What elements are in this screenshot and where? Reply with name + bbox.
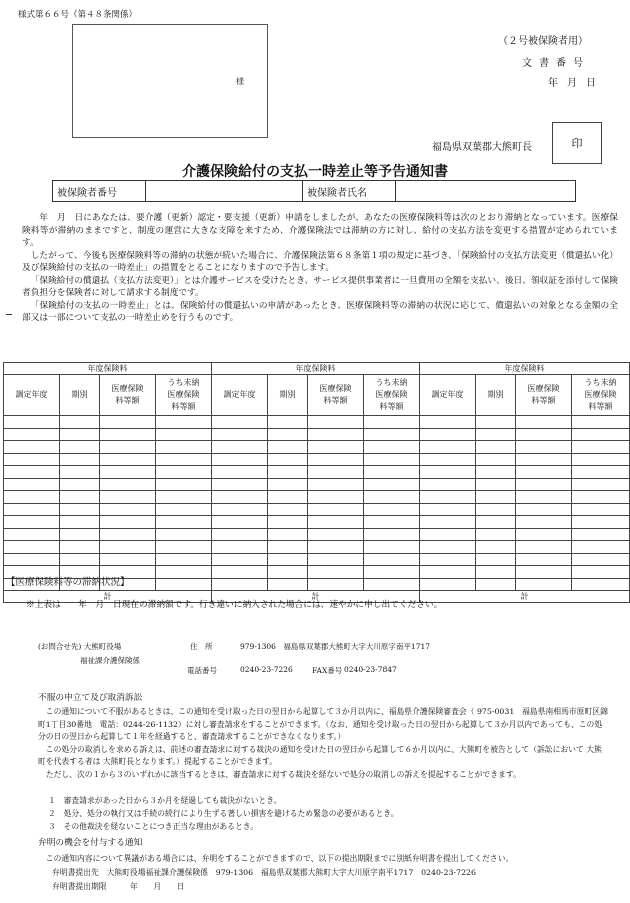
table-cell[interactable]	[4, 541, 60, 554]
table-cell[interactable]	[476, 541, 516, 554]
table-cell[interactable]	[476, 528, 516, 541]
table-row	[4, 553, 630, 566]
table-cell[interactable]	[572, 541, 630, 554]
table-cell[interactable]	[268, 541, 308, 554]
table-cell[interactable]	[4, 491, 60, 504]
table-cell[interactable]	[572, 428, 630, 441]
fax-label: FAX番号	[312, 666, 343, 675]
table-cell[interactable]	[60, 503, 100, 516]
table-cell[interactable]	[268, 528, 308, 541]
table-cell[interactable]	[516, 503, 572, 516]
table-cell[interactable]	[60, 516, 100, 529]
table-cell[interactable]	[60, 441, 100, 454]
table-cell[interactable]	[420, 416, 476, 429]
table-cell[interactable]	[308, 491, 364, 504]
insured-name-label: 被保険者氏名	[303, 181, 396, 202]
explanation-text	[38, 853, 608, 866]
table-cell[interactable]	[476, 553, 516, 566]
table-cell[interactable]	[420, 478, 476, 491]
table-cell[interactable]	[476, 478, 516, 491]
table-cell[interactable]	[420, 503, 476, 516]
table-cell[interactable]	[4, 528, 60, 541]
total-label: 計	[212, 591, 420, 603]
table-cell[interactable]	[4, 516, 60, 529]
arrears-table	[3, 362, 630, 603]
table-cell[interactable]	[268, 441, 308, 454]
table-cell[interactable]	[420, 528, 476, 541]
contact-prefix: (お問合せ先)	[38, 642, 82, 651]
deadline-label: 弁明書提出期限	[52, 882, 107, 891]
table-cell[interactable]	[420, 441, 476, 454]
table-cell[interactable]	[268, 491, 308, 504]
table-cell[interactable]	[100, 528, 156, 541]
table-cell[interactable]	[420, 428, 476, 441]
table-cell[interactable]	[212, 416, 268, 429]
table-cell[interactable]	[60, 528, 100, 541]
form-number: 様式第６６号（第４８条関係）	[18, 10, 138, 20]
table-cell[interactable]	[156, 441, 212, 454]
table-cell[interactable]	[572, 416, 630, 429]
table-cell[interactable]	[212, 541, 268, 554]
table-cell[interactable]	[268, 453, 308, 466]
explanation-heading: 弁明の機会を付与する通知	[38, 838, 143, 848]
column-header: うち未納 医療保険 料等額	[364, 375, 420, 416]
table-cell[interactable]	[516, 428, 572, 441]
table-cell[interactable]	[156, 503, 212, 516]
total-label: 計	[420, 591, 630, 603]
table-cell[interactable]	[60, 478, 100, 491]
seal-box	[552, 122, 602, 164]
table-cell[interactable]	[364, 453, 420, 466]
table-cell[interactable]	[572, 578, 630, 591]
table-cell[interactable]	[420, 453, 476, 466]
insured-name-field[interactable]	[396, 181, 576, 202]
table-cell[interactable]	[516, 416, 572, 429]
column-header: 医療保険 料等額	[308, 375, 364, 416]
table-row	[4, 503, 630, 516]
table-cell[interactable]	[100, 478, 156, 491]
table-cell[interactable]	[516, 566, 572, 579]
table-cell[interactable]	[212, 466, 268, 479]
table-cell[interactable]	[268, 428, 308, 441]
table-cell[interactable]	[60, 416, 100, 429]
table-cell[interactable]	[420, 516, 476, 529]
table-cell[interactable]	[476, 566, 516, 579]
table-cell[interactable]	[268, 466, 308, 479]
document-number: 文書番号	[522, 58, 590, 69]
table-cell[interactable]	[572, 466, 630, 479]
table-row	[4, 453, 630, 466]
insured-number-label: 被保険者番号	[53, 181, 146, 202]
seal-label: 印	[571, 137, 583, 150]
table-cell[interactable]	[212, 453, 268, 466]
column-header: 調定年度	[4, 375, 60, 416]
contact-label	[38, 641, 121, 652]
column-header: 調定年度	[420, 375, 476, 416]
table-cell[interactable]	[268, 478, 308, 491]
table-cell[interactable]	[156, 566, 212, 579]
table-cell[interactable]	[308, 553, 364, 566]
fiscal-year-group-1: 年度保険料	[4, 363, 212, 375]
table-cell[interactable]	[308, 503, 364, 516]
table-row	[4, 478, 630, 491]
insured-number-field[interactable]	[146, 181, 303, 202]
table-cell[interactable]	[4, 466, 60, 479]
table-cell[interactable]	[364, 566, 420, 579]
table-cell[interactable]	[100, 541, 156, 554]
table-cell[interactable]	[420, 541, 476, 554]
table-cell[interactable]	[516, 541, 572, 554]
table-cell[interactable]	[212, 491, 268, 504]
table-cell[interactable]	[4, 453, 60, 466]
deadline-value: 年 月 日	[129, 882, 185, 891]
table-cell[interactable]	[100, 491, 156, 504]
insured-type: （２号被保険者用）	[498, 36, 588, 47]
table-cell[interactable]	[572, 503, 630, 516]
table-cell[interactable]	[364, 441, 420, 454]
table-cell[interactable]	[308, 416, 364, 429]
table-cell[interactable]	[516, 578, 572, 591]
table-cell[interactable]	[100, 416, 156, 429]
table-cell[interactable]	[364, 428, 420, 441]
table-cell[interactable]	[364, 553, 420, 566]
table-cell[interactable]	[156, 466, 212, 479]
table-cell[interactable]	[308, 466, 364, 479]
table-cell[interactable]	[420, 566, 476, 579]
table-cell[interactable]	[212, 503, 268, 516]
table-cell[interactable]	[156, 528, 212, 541]
table-cell[interactable]	[308, 478, 364, 491]
table-row	[4, 416, 630, 429]
table-cell[interactable]	[572, 553, 630, 566]
table-cell[interactable]	[60, 428, 100, 441]
table-cell[interactable]	[364, 528, 420, 541]
table-cell[interactable]	[516, 466, 572, 479]
table-cell[interactable]	[476, 491, 516, 504]
appeal-item-1: １ 審査請求があった日から３か月を経過しても裁決がないとき。	[48, 796, 282, 805]
table-cell[interactable]	[156, 416, 212, 429]
address-label: 住 所	[190, 642, 213, 651]
table-cell[interactable]	[476, 516, 516, 529]
table-row	[4, 541, 630, 554]
appeal-heading: 不服の申立て及び取消訴訟	[38, 693, 143, 703]
issuer: 福島県双葉郡大熊町長	[432, 142, 532, 153]
table-cell[interactable]	[364, 578, 420, 591]
table-row	[4, 516, 630, 529]
body-paragraph-2: したがって、今後も医療保険料等の滞納の状態が続いた場合に、介護保険法第６８条第１項の規定に基づき、「保険給付の支払方法変更（償還払い化）及び保険給付の支払の一時差止」の措置をとることになりますので予告します。	[22, 250, 618, 273]
table-cell[interactable]	[60, 541, 100, 554]
table-cell[interactable]	[60, 466, 100, 479]
appeal-item-3: ３ その他裁決を経ないことにつき正当な理由があるとき。	[48, 822, 259, 831]
table-cell[interactable]	[156, 491, 212, 504]
appeal-item-2: ２ 処分、処分の執行又は手続の続行により生ずる著しい損害を避けるため緊急の必要があるとき。	[48, 809, 399, 818]
table-cell[interactable]	[476, 428, 516, 441]
table-cell[interactable]	[476, 466, 516, 479]
body-paragraph-3: 「保険給付の償還払（支払方法変更）」とは介護サービスを受けたとき、サービス提供事業者に一旦費用の全額を支払い、後日、領収証を添付して保険者負担分を保険者に対して請求する制度です。	[22, 275, 618, 298]
column-header: 調定年度	[212, 375, 268, 416]
table-cell[interactable]	[100, 453, 156, 466]
table-cell[interactable]	[308, 428, 364, 441]
table-cell[interactable]	[572, 441, 630, 454]
table-cell[interactable]	[156, 428, 212, 441]
table-cell[interactable]	[212, 441, 268, 454]
table-row	[4, 441, 630, 454]
table-cell[interactable]	[268, 566, 308, 579]
table-cell[interactable]	[100, 503, 156, 516]
table-cell[interactable]	[308, 528, 364, 541]
column-header: 医療保険 料等額	[100, 375, 156, 416]
body-paragraph-4: 「保険給付の支払の一時差止」とは、保険給付の償還払いの申請があったとき、医療保険料等の滞納の状況に応じて、償還払いの対象となる金額の全部又は一部について支払の一時差止めを行うものです。	[22, 300, 618, 323]
submit-to-value: 大熊町役場福祉課介護保険係 979-1306 福島県双葉郡大熊町大字大川原字南平1717 0240-23-7226	[106, 868, 476, 877]
table-cell[interactable]	[60, 491, 100, 504]
table-cell[interactable]	[364, 541, 420, 554]
table-cell[interactable]	[268, 553, 308, 566]
table-cell[interactable]	[516, 528, 572, 541]
table-cell[interactable]	[212, 428, 268, 441]
table-cell[interactable]	[212, 553, 268, 566]
table-cell[interactable]	[420, 578, 476, 591]
column-header: うち未納 医療保険 料等額	[572, 375, 630, 416]
phone-label: 電話番号	[187, 666, 217, 675]
contact-address: 979-1306 福島県双葉郡大熊町大字大川原字南平1717	[240, 642, 431, 651]
table-cell[interactable]	[572, 491, 630, 504]
table-cell[interactable]	[516, 453, 572, 466]
table-cell[interactable]	[4, 553, 60, 566]
table-cell[interactable]	[156, 578, 212, 591]
address-suffix: 様	[236, 77, 244, 86]
table-cell[interactable]	[308, 578, 364, 591]
table-cell[interactable]	[572, 453, 630, 466]
page-title: 介護保険給付の支払一時差止等予告通知書	[182, 164, 448, 180]
table-cell[interactable]	[308, 566, 364, 579]
table-cell[interactable]	[100, 428, 156, 441]
table-cell[interactable]	[364, 516, 420, 529]
submit-to-label: 弁明書提出先	[52, 868, 99, 877]
arrears-status-note: ※上表は 年 月 日現在の滞納額です。行き違いに納入された場合には、速やかに申し出てください。	[26, 600, 443, 610]
insured-id-table	[52, 180, 576, 202]
column-header: うち未納 医療保険 料等額	[156, 375, 212, 416]
table-cell[interactable]	[364, 491, 420, 504]
table-cell[interactable]	[156, 453, 212, 466]
table-cell[interactable]	[516, 478, 572, 491]
table-row	[4, 528, 630, 541]
fiscal-year-group-2: 年度保険料	[212, 363, 420, 375]
table-cell[interactable]	[212, 578, 268, 591]
table-cell[interactable]	[308, 541, 364, 554]
deadline-line	[52, 881, 185, 892]
table-cell[interactable]	[572, 528, 630, 541]
table-cell[interactable]	[212, 566, 268, 579]
contact-fax: 0240-23-7847	[344, 665, 397, 674]
table-cell[interactable]	[516, 553, 572, 566]
table-cell[interactable]	[268, 416, 308, 429]
table-cell[interactable]	[572, 566, 630, 579]
table-cell[interactable]	[100, 516, 156, 529]
table-cell[interactable]	[100, 441, 156, 454]
table-cell[interactable]	[268, 578, 308, 591]
table-row	[4, 466, 630, 479]
appeal-paragraph-3: ただし、次の１から３のいずれかに該当するときは、審査請求に対する裁決を経ないで処分の取消しの訴えを提起することができます。	[45, 769, 521, 779]
body-text	[22, 212, 618, 325]
table-cell[interactable]	[156, 541, 212, 554]
submit-to-line	[52, 867, 476, 878]
contact-phone: 0240-23-7226	[240, 665, 293, 674]
body-paragraph-1: 年 月 日にあなたは、要介護（更新）認定・要支援（更新）申請をしましたが、あなたの医療保険料等は次のとおり滞納となっています。医療保険料等が滞納のままですと、制度の運営に大きな支障を来すため、介護保険法では滞納の方に対し、給付の支払方法を変更する措置が定められています。	[22, 213, 618, 248]
column-header: 医療保険 料等額	[516, 375, 572, 416]
contact-office: 大熊町役場	[83, 642, 122, 651]
table-cell[interactable]	[4, 478, 60, 491]
table-cell[interactable]	[212, 528, 268, 541]
table-cell[interactable]	[308, 441, 364, 454]
table-cell[interactable]	[476, 578, 516, 591]
table-cell[interactable]	[364, 503, 420, 516]
table-cell[interactable]	[156, 516, 212, 529]
appeal-paragraph-2: この処分の取消しを求める訴えは、前述の審査請求に対する裁決の通知を受けた日の翌日から起算して６か月以内に、大熊町を被告として（訴訟において 大熊町を代表する者は 大熊町長となります。）提起することができます。	[38, 744, 602, 766]
table-cell[interactable]	[268, 503, 308, 516]
table-cell[interactable]	[572, 478, 630, 491]
table-cell[interactable]	[364, 466, 420, 479]
table-cell[interactable]	[100, 553, 156, 566]
table-cell[interactable]	[156, 478, 212, 491]
table-cell[interactable]	[476, 453, 516, 466]
explanation-paragraph: この通知内容について異議がある場合には、弁明をすることができますので、以下の提出期限までに別紙弁明書を提出してください。	[45, 854, 514, 863]
table-cell[interactable]	[4, 441, 60, 454]
table-cell[interactable]	[268, 516, 308, 529]
table-cell[interactable]	[156, 553, 212, 566]
margin-mark	[6, 314, 12, 315]
table-cell[interactable]	[4, 428, 60, 441]
table-cell[interactable]	[420, 491, 476, 504]
column-header: 期別	[60, 375, 100, 416]
table-cell[interactable]	[476, 441, 516, 454]
fiscal-year-group-3: 年度保険料	[420, 363, 630, 375]
table-cell[interactable]	[308, 453, 364, 466]
appeal-text	[38, 706, 608, 781]
table-cell[interactable]	[364, 478, 420, 491]
table-cell[interactable]	[60, 553, 100, 566]
table-cell[interactable]	[4, 503, 60, 516]
arrears-status-heading: 【医療保険料等の滞納状況】	[6, 577, 130, 588]
issue-date: 年月日	[548, 78, 605, 89]
contact-department: 福祉課介護保険係	[80, 656, 140, 665]
table-cell[interactable]	[476, 503, 516, 516]
table-cell[interactable]	[516, 491, 572, 504]
table-cell[interactable]	[420, 466, 476, 479]
table-cell[interactable]	[100, 466, 156, 479]
appeal-paragraph-1: この通知について不服があるときは、この通知を受け取った日の翌日から起算して３か月以内に、福島県介護保険審査会（ 975-0031 福島県南相馬市原町区錦町1丁目30番地 電話：0244-26-1132）に対し審査請求をすることができます。（なお、通知を受け取った日の翌日から起算して３か月以内であっても、この処分の日の翌日から起算して１年を経過すると、審査請求することができなくなります。）	[38, 707, 608, 741]
table-cell[interactable]	[212, 478, 268, 491]
table-cell[interactable]	[308, 516, 364, 529]
table-cell[interactable]	[516, 516, 572, 529]
table-cell[interactable]	[364, 416, 420, 429]
total-label: 計	[4, 591, 212, 603]
table-cell[interactable]	[420, 553, 476, 566]
table-cell[interactable]	[4, 416, 60, 429]
table-cell[interactable]	[60, 453, 100, 466]
table-row	[4, 491, 630, 504]
table-cell[interactable]	[476, 416, 516, 429]
table-cell[interactable]	[516, 441, 572, 454]
table-cell[interactable]	[212, 516, 268, 529]
column-header: 期別	[476, 375, 516, 416]
column-header: 期別	[268, 375, 308, 416]
table-cell[interactable]	[572, 516, 630, 529]
table-row	[4, 428, 630, 441]
